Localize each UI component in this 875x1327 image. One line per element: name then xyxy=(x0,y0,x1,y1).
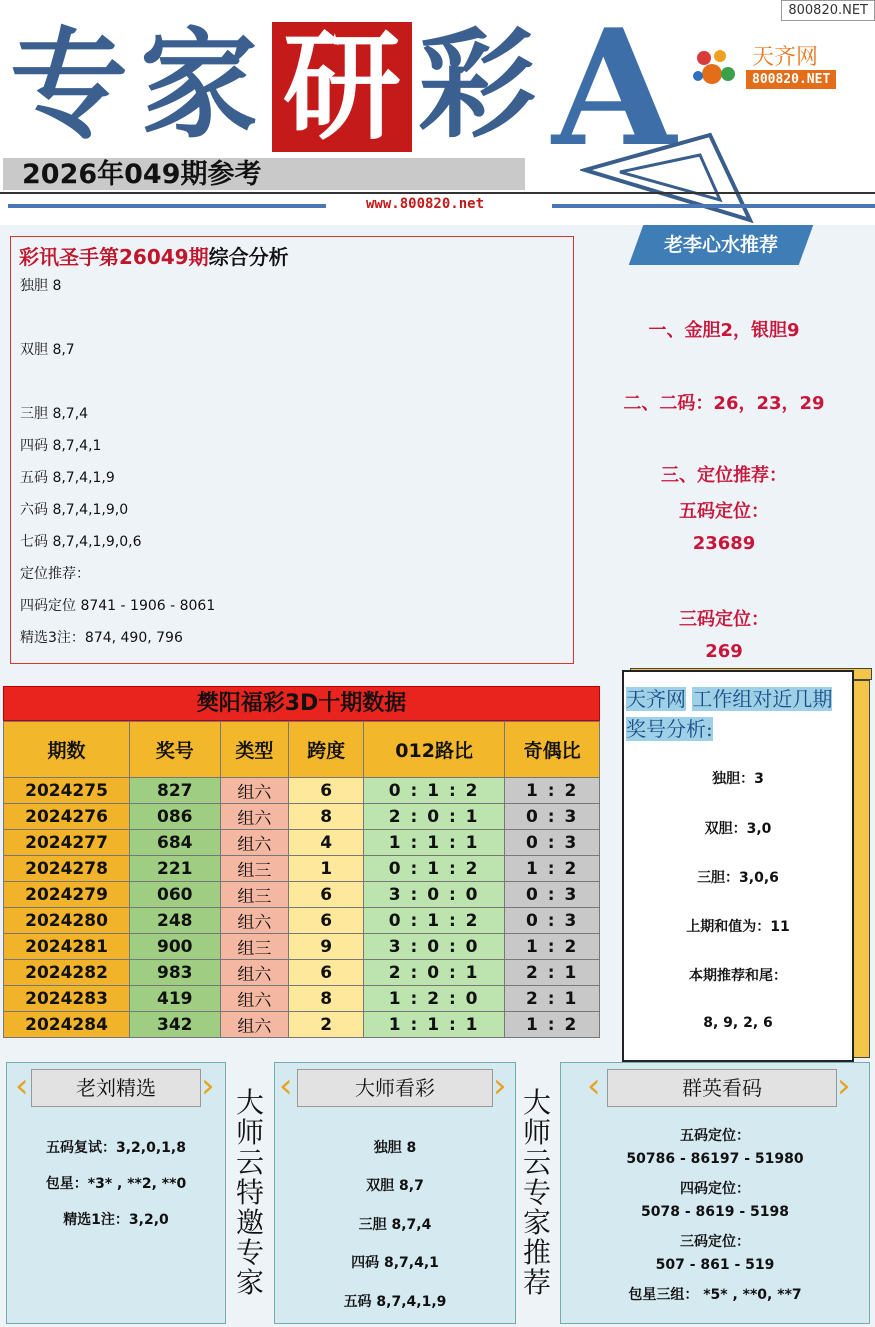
table-cell: 1 : 1 : 1 xyxy=(363,830,504,856)
chevron-right-icon: › xyxy=(201,1066,215,1106)
vertical-char: 特 xyxy=(235,1176,264,1209)
vertical-char: 推 xyxy=(522,1236,551,1269)
table-cell: 1 : 2 xyxy=(505,856,600,882)
table-cell: 6 xyxy=(289,960,364,986)
table-cell: 3 : 0 : 0 xyxy=(363,934,504,960)
vertical-label-a xyxy=(228,1064,272,1322)
table-cell: 983 xyxy=(130,960,220,986)
data-table xyxy=(3,721,600,1038)
vertical-char: 专 xyxy=(522,1176,551,1209)
table-cell: 组六 xyxy=(220,804,289,830)
table-cell: 0 : 3 xyxy=(505,804,600,830)
table-row xyxy=(4,830,600,856)
workgroup-head xyxy=(626,684,846,744)
vertical-char: 家 xyxy=(235,1266,264,1299)
table-cell: 组六 xyxy=(220,960,289,986)
table-header-row xyxy=(4,722,600,778)
qunying-title: 群英看码 xyxy=(607,1069,837,1107)
dashi-line: 四码 8,7,4,1 xyxy=(351,1255,439,1271)
table-cell: 2024283 xyxy=(4,986,130,1012)
vertical-char: 师 xyxy=(235,1116,264,1149)
table-header: 奖号 xyxy=(130,722,220,778)
table-cell: 1 xyxy=(289,856,364,882)
table-header: 期数 xyxy=(4,722,130,778)
analysis-line: 三胆 8,7,4 xyxy=(20,406,89,422)
analysis-line: 精选3注：874, 490, 796 xyxy=(20,630,183,646)
liu-line: 精选1注：3,2,0 xyxy=(63,1212,169,1228)
logo-name: 天齐网 xyxy=(752,45,819,70)
table-cell: 组六 xyxy=(220,830,289,856)
table-cell: 2024279 xyxy=(4,882,130,908)
data-table-section xyxy=(3,686,600,1038)
analysis-line: 七码 8,7,4,1,9,0,6 xyxy=(20,534,142,550)
vertical-char: 大 xyxy=(522,1086,551,1119)
table-cell: 342 xyxy=(130,1012,220,1038)
analysis-title-red: 彩讯圣手第26049期 xyxy=(19,245,209,269)
table-cell: 6 xyxy=(289,882,364,908)
recommend-line: 23689 xyxy=(692,533,756,554)
table-cell: 组三 xyxy=(220,856,289,882)
workgroup-line: 上期和值为：11 xyxy=(686,919,790,935)
table-cell: 0 : 3 xyxy=(505,830,600,856)
dashi-panel xyxy=(274,1062,516,1324)
vertical-char: 云 xyxy=(235,1146,264,1179)
table-cell: 2024276 xyxy=(4,804,130,830)
analysis-line: 定位推荐： xyxy=(20,566,90,582)
table-cell: 组三 xyxy=(220,882,289,908)
issue-title: 2026年049期参考 xyxy=(22,159,262,190)
qunying-line: 四码定位： xyxy=(680,1181,750,1197)
table-cell: 827 xyxy=(130,778,220,804)
analysis-line: 六码 8,7,4,1,9,0 xyxy=(20,502,129,518)
table-title: 樊阳福彩3D十期数据 xyxy=(3,686,600,721)
table-cell: 221 xyxy=(130,856,220,882)
table-cell: 4 xyxy=(289,830,364,856)
liu-panel xyxy=(6,1062,226,1324)
table-cell: 1 : 1 : 1 xyxy=(363,1012,504,1038)
title-char-1: 专 xyxy=(10,15,129,154)
chevron-right-icon: › xyxy=(837,1066,851,1106)
table-cell: 6 xyxy=(289,778,364,804)
vertical-char: 大 xyxy=(235,1086,264,1119)
qunying-panel xyxy=(560,1062,870,1324)
workgroup-line: 双胆：3,0 xyxy=(704,821,772,837)
table-header: 跨度 xyxy=(289,722,364,778)
qunying-line: 包星三组： *5* , **0, **7 xyxy=(628,1287,802,1303)
vertical-label-b xyxy=(516,1064,558,1322)
workgroup-line: 独胆：3 xyxy=(712,771,764,787)
table-row xyxy=(4,934,600,960)
logo-url: 800820.NET xyxy=(746,70,836,89)
table-row xyxy=(4,778,600,804)
table-cell: 1 : 2 xyxy=(505,1012,600,1038)
table-cell: 组三 xyxy=(220,934,289,960)
table-cell: 060 xyxy=(130,882,220,908)
recommend-line: 269 xyxy=(705,641,743,662)
table-cell: 0 : 1 : 2 xyxy=(363,778,504,804)
workgroup-head-b: 工作组对近几期奖号分析: xyxy=(626,687,833,741)
table-cell: 2 : 1 xyxy=(505,960,600,986)
table-cell: 2024275 xyxy=(4,778,130,804)
blue-line-left xyxy=(8,204,326,208)
table-cell: 0 : 3 xyxy=(505,908,600,934)
vertical-char: 家 xyxy=(522,1206,551,1239)
table-cell: 组六 xyxy=(220,778,289,804)
table-cell: 组六 xyxy=(220,908,289,934)
table-cell: 2024280 xyxy=(4,908,130,934)
qunying-line: 五码定位： xyxy=(680,1128,750,1144)
blue-line-right xyxy=(552,204,875,208)
recommend-line: 一、金胆2，银胆9 xyxy=(648,320,800,341)
table-cell: 2024277 xyxy=(4,830,130,856)
title-char-4: 彩 xyxy=(418,15,537,154)
title-letter: A xyxy=(552,0,677,182)
table-cell: 0 : 1 : 2 xyxy=(363,908,504,934)
table-cell: 组六 xyxy=(220,1012,289,1038)
table-cell: 1 : 2 xyxy=(505,778,600,804)
table-cell: 2024281 xyxy=(4,934,130,960)
workgroup-line: 8, 9, 2, 6 xyxy=(703,1015,773,1031)
analysis-line: 双胆 8,7 xyxy=(20,342,75,358)
chevron-left-icon: ‹ xyxy=(587,1066,601,1106)
vertical-char: 荐 xyxy=(522,1266,551,1299)
analysis-line: 五码 8,7,4,1,9 xyxy=(20,470,115,486)
dashi-title: 大师看彩 xyxy=(297,1069,493,1107)
table-cell: 8 xyxy=(289,804,364,830)
table-row xyxy=(4,856,600,882)
ruler-triangle-icon xyxy=(580,130,780,225)
analysis-title xyxy=(19,241,289,270)
table-row xyxy=(4,908,600,934)
table-cell: 2 : 0 : 1 xyxy=(363,804,504,830)
header xyxy=(0,0,875,225)
analysis-line: 独胆 8 xyxy=(20,278,62,294)
table-header: 012路比 xyxy=(363,722,504,778)
recommend-label-text: 老李心水推荐 xyxy=(663,234,778,256)
table-cell: 248 xyxy=(130,908,220,934)
vertical-char: 邀 xyxy=(235,1206,264,1239)
analysis-title-black: 综合分析 xyxy=(208,245,289,269)
table-header: 奇偶比 xyxy=(505,722,600,778)
dashi-line: 独胆 8 xyxy=(373,1140,417,1156)
recommend-label xyxy=(629,225,814,265)
table-cell: 900 xyxy=(130,934,220,960)
table-row xyxy=(4,986,600,1012)
chevron-left-icon: ‹ xyxy=(15,1066,29,1106)
table-row xyxy=(4,1012,600,1038)
table-cell: 0 : 1 : 2 xyxy=(363,856,504,882)
liu-title: 老刘精选 xyxy=(31,1069,201,1107)
table-cell: 086 xyxy=(130,804,220,830)
table-cell: 2024278 xyxy=(4,856,130,882)
recommend-line: 三、定位推荐： xyxy=(661,465,787,486)
dashi-line: 双胆 8,7 xyxy=(366,1178,424,1194)
site-url[interactable]: www.800820.net xyxy=(366,196,485,212)
header-divider xyxy=(0,192,875,194)
dashi-line: 三胆 8,7,4 xyxy=(358,1217,432,1233)
recommend-line: 三码定位： xyxy=(679,609,769,630)
dashi-line: 五码 8,7,4,1,9 xyxy=(343,1294,447,1310)
qunying-line: 5078 - 8619 - 5198 xyxy=(640,1204,789,1220)
table-cell: 8 xyxy=(289,986,364,1012)
chevron-left-icon: ‹ xyxy=(279,1066,293,1106)
liu-line: 包星：*3* , **2, **0 xyxy=(45,1176,187,1192)
vertical-char: 师 xyxy=(522,1116,551,1149)
qunying-line: 三码定位： xyxy=(680,1234,750,1250)
recommend-line: 二、二码：26，23，29 xyxy=(623,393,825,414)
table-cell: 6 xyxy=(289,908,364,934)
table-cell: 组六 xyxy=(220,986,289,1012)
liu-line: 五码复试：3,2,0,1,8 xyxy=(46,1140,186,1156)
title-char-2: 家 xyxy=(140,15,259,154)
vertical-char: 专 xyxy=(235,1236,264,1269)
url-badge[interactable]: 800820.NET xyxy=(781,0,875,21)
workgroup-panel xyxy=(622,670,854,1062)
table-row xyxy=(4,882,600,908)
qunying-line: 50786 - 86197 - 51980 xyxy=(626,1151,804,1167)
table-row xyxy=(4,804,600,830)
table-cell: 2024284 xyxy=(4,1012,130,1038)
qunying-line: 507 - 861 - 519 xyxy=(655,1257,775,1273)
logo xyxy=(690,40,860,95)
workgroup-line: 本期推荐和尾： xyxy=(689,968,787,984)
table-cell: 0 : 3 xyxy=(505,882,600,908)
table-cell: 684 xyxy=(130,830,220,856)
table-cell: 3 : 0 : 0 xyxy=(363,882,504,908)
vertical-char: 云 xyxy=(522,1146,551,1179)
table-cell: 2024282 xyxy=(4,960,130,986)
title-char-3: 研 xyxy=(272,22,412,152)
table-cell: 9 xyxy=(289,934,364,960)
analysis-line: 四码 8,7,4,1 xyxy=(20,438,102,454)
analysis-panel xyxy=(10,236,574,664)
table-body xyxy=(4,778,600,1038)
table-row xyxy=(4,960,600,986)
table-cell: 419 xyxy=(130,986,220,1012)
analysis-line: 四码定位 8741 - 1906 - 8061 xyxy=(20,598,216,614)
workgroup-line: 三胆：3,0,6 xyxy=(697,870,779,886)
table-cell: 1 : 2 xyxy=(505,934,600,960)
workgroup-head-a: 天齐网 xyxy=(626,687,686,711)
table-header: 类型 xyxy=(220,722,289,778)
table-cell: 2 xyxy=(289,1012,364,1038)
table-cell: 1 : 2 : 0 xyxy=(363,986,504,1012)
chevron-right-icon: › xyxy=(493,1066,507,1106)
recommend-line: 五码定位： xyxy=(679,501,769,522)
table-cell: 2 : 0 : 1 xyxy=(363,960,504,986)
table-cell: 2 : 1 xyxy=(505,986,600,1012)
lottery-balls-icon xyxy=(690,44,738,90)
